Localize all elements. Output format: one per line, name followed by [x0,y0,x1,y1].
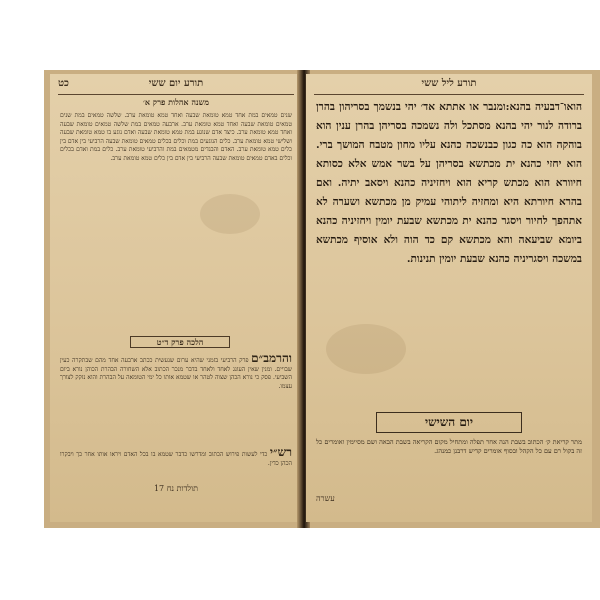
paper-stain [200,194,260,234]
left-page [50,74,302,522]
open-book [44,70,600,528]
halakha-heading [130,336,230,348]
right-page-header [314,78,584,94]
right-header-rule [314,94,584,95]
left-signature: תולדות נח 17 [153,484,199,493]
day-six-heading: יום השישי [376,412,522,433]
rambam-commentary [60,351,292,442]
left-folio: כט [58,78,69,89]
rambam-label: והרמב״ם [251,351,292,365]
paper-stain-right [326,324,406,374]
right-running-title: תורע ליל ששי [421,78,477,89]
rambam-text: פרק הרביעי בזמני שהיא ערום שנעשית ככתב ארבעה אחד מהם שבתקרה כעין שבויים. ומנין שאין העונג לאחד ולאחד בדבר מנכר הכתוב אלא השחורה הבהרת הכוהן נורא ביום השביעי. פסק כי נורא הכהן שצוה לטהר או שטמא אותו כל ימי הטומאה על הבהרת והוא נזקק לצורך עצמו. [60,357,292,390]
mishnah-body: שנים טמאים במת אחד טמא טומאת שבעה ואחד טמא טומאת ערב. שלשה טמאים במת שנים טמאים טומאת שבעה ואחד טמא טומאת ערב. ארבעה טמאים במת שלשה טמאים טומאת שבעה ואחד טמא טומאת ערב. כיצד אדם שנוגע במת טמא טומאת שבעה ואדם נוגע בו טמא טומאת שבעה ושלישי טמא טומאת ערב. כלים הנוגעים במת וכלים בכלים טמאים טומאת שבעה הרביעי בין אדם בין כלים טמא טומאת ערב. האדם והבגדים מטמאים במת והרביעי טומאת ערב. כלים במת ואדם בכלים וכלים באדם טמאים טומאת שבעה הרביעי בין אדם בין כלים טמא טומאת ערב. [60,112,292,162]
halakha-ref: פרק ד״ט [156,337,184,347]
closing-instructions [316,438,582,488]
left-page-header [58,78,294,94]
left-subtitle: משנה אהלות פרק א׳ [143,97,209,107]
right-signature: עשרה [316,494,335,503]
right-page [306,74,592,522]
halakha-label: הלכה [186,337,204,347]
rashi-label: רש״י [269,445,292,459]
targum-body: הואו־דבעיה בהנא:ומנבר או אתתא אד׳ יהי בנשמך בסריהון בהרן ברודה לנור יהי בהנא מסתכל ולה נשמכה בסריהן בהרן ענין הוא בוהקה הוא כה כגון כבנשכה כהנא עליו מחון מטבח המושך ברי. הוא יחזי כהנא ית מכתשא בסריהן על בשר אמש אלא כסותא חיוורא הוא מכתש קריא הוא ויחזיניה כהנא ויסאב יתיה. ואם בהרא חיורתא היא ומחזיה ליתוהי עמיק מן מכתשא ושערה לא אתהפך לחיור ויסגר כהנא ית מכתשא שבעת יומין ויחזיניה כהנא ביומא שביעאה והא מכתשא קם כד הוה ולא אוסיף מכתשא במשכה ויסגריניה כהנא שבעת יומין תנינות. [316,101,582,265]
rashi-footnote [60,445,292,482]
closing-text: מתר קריאת ק׳ הכתוב בשבת הנה אחר תפלה ומתחיל מקום הקריאה בשבת הבאה ושם מסיימין ואומרים כל זה בקול רם עם כל הקהל ובסוף אומרים קדיש דרבנן כמנהג. [316,438,582,455]
left-header-rule [58,94,294,95]
rashi-text: כדי לעשות פירוש הכתוב ומדרשו כדבר שטמא בו בכל האדם ויראו אותו אחר כך ויבקרו הכהן כדין. [60,451,292,467]
left-running-title: תורע יום ששי [148,78,204,89]
